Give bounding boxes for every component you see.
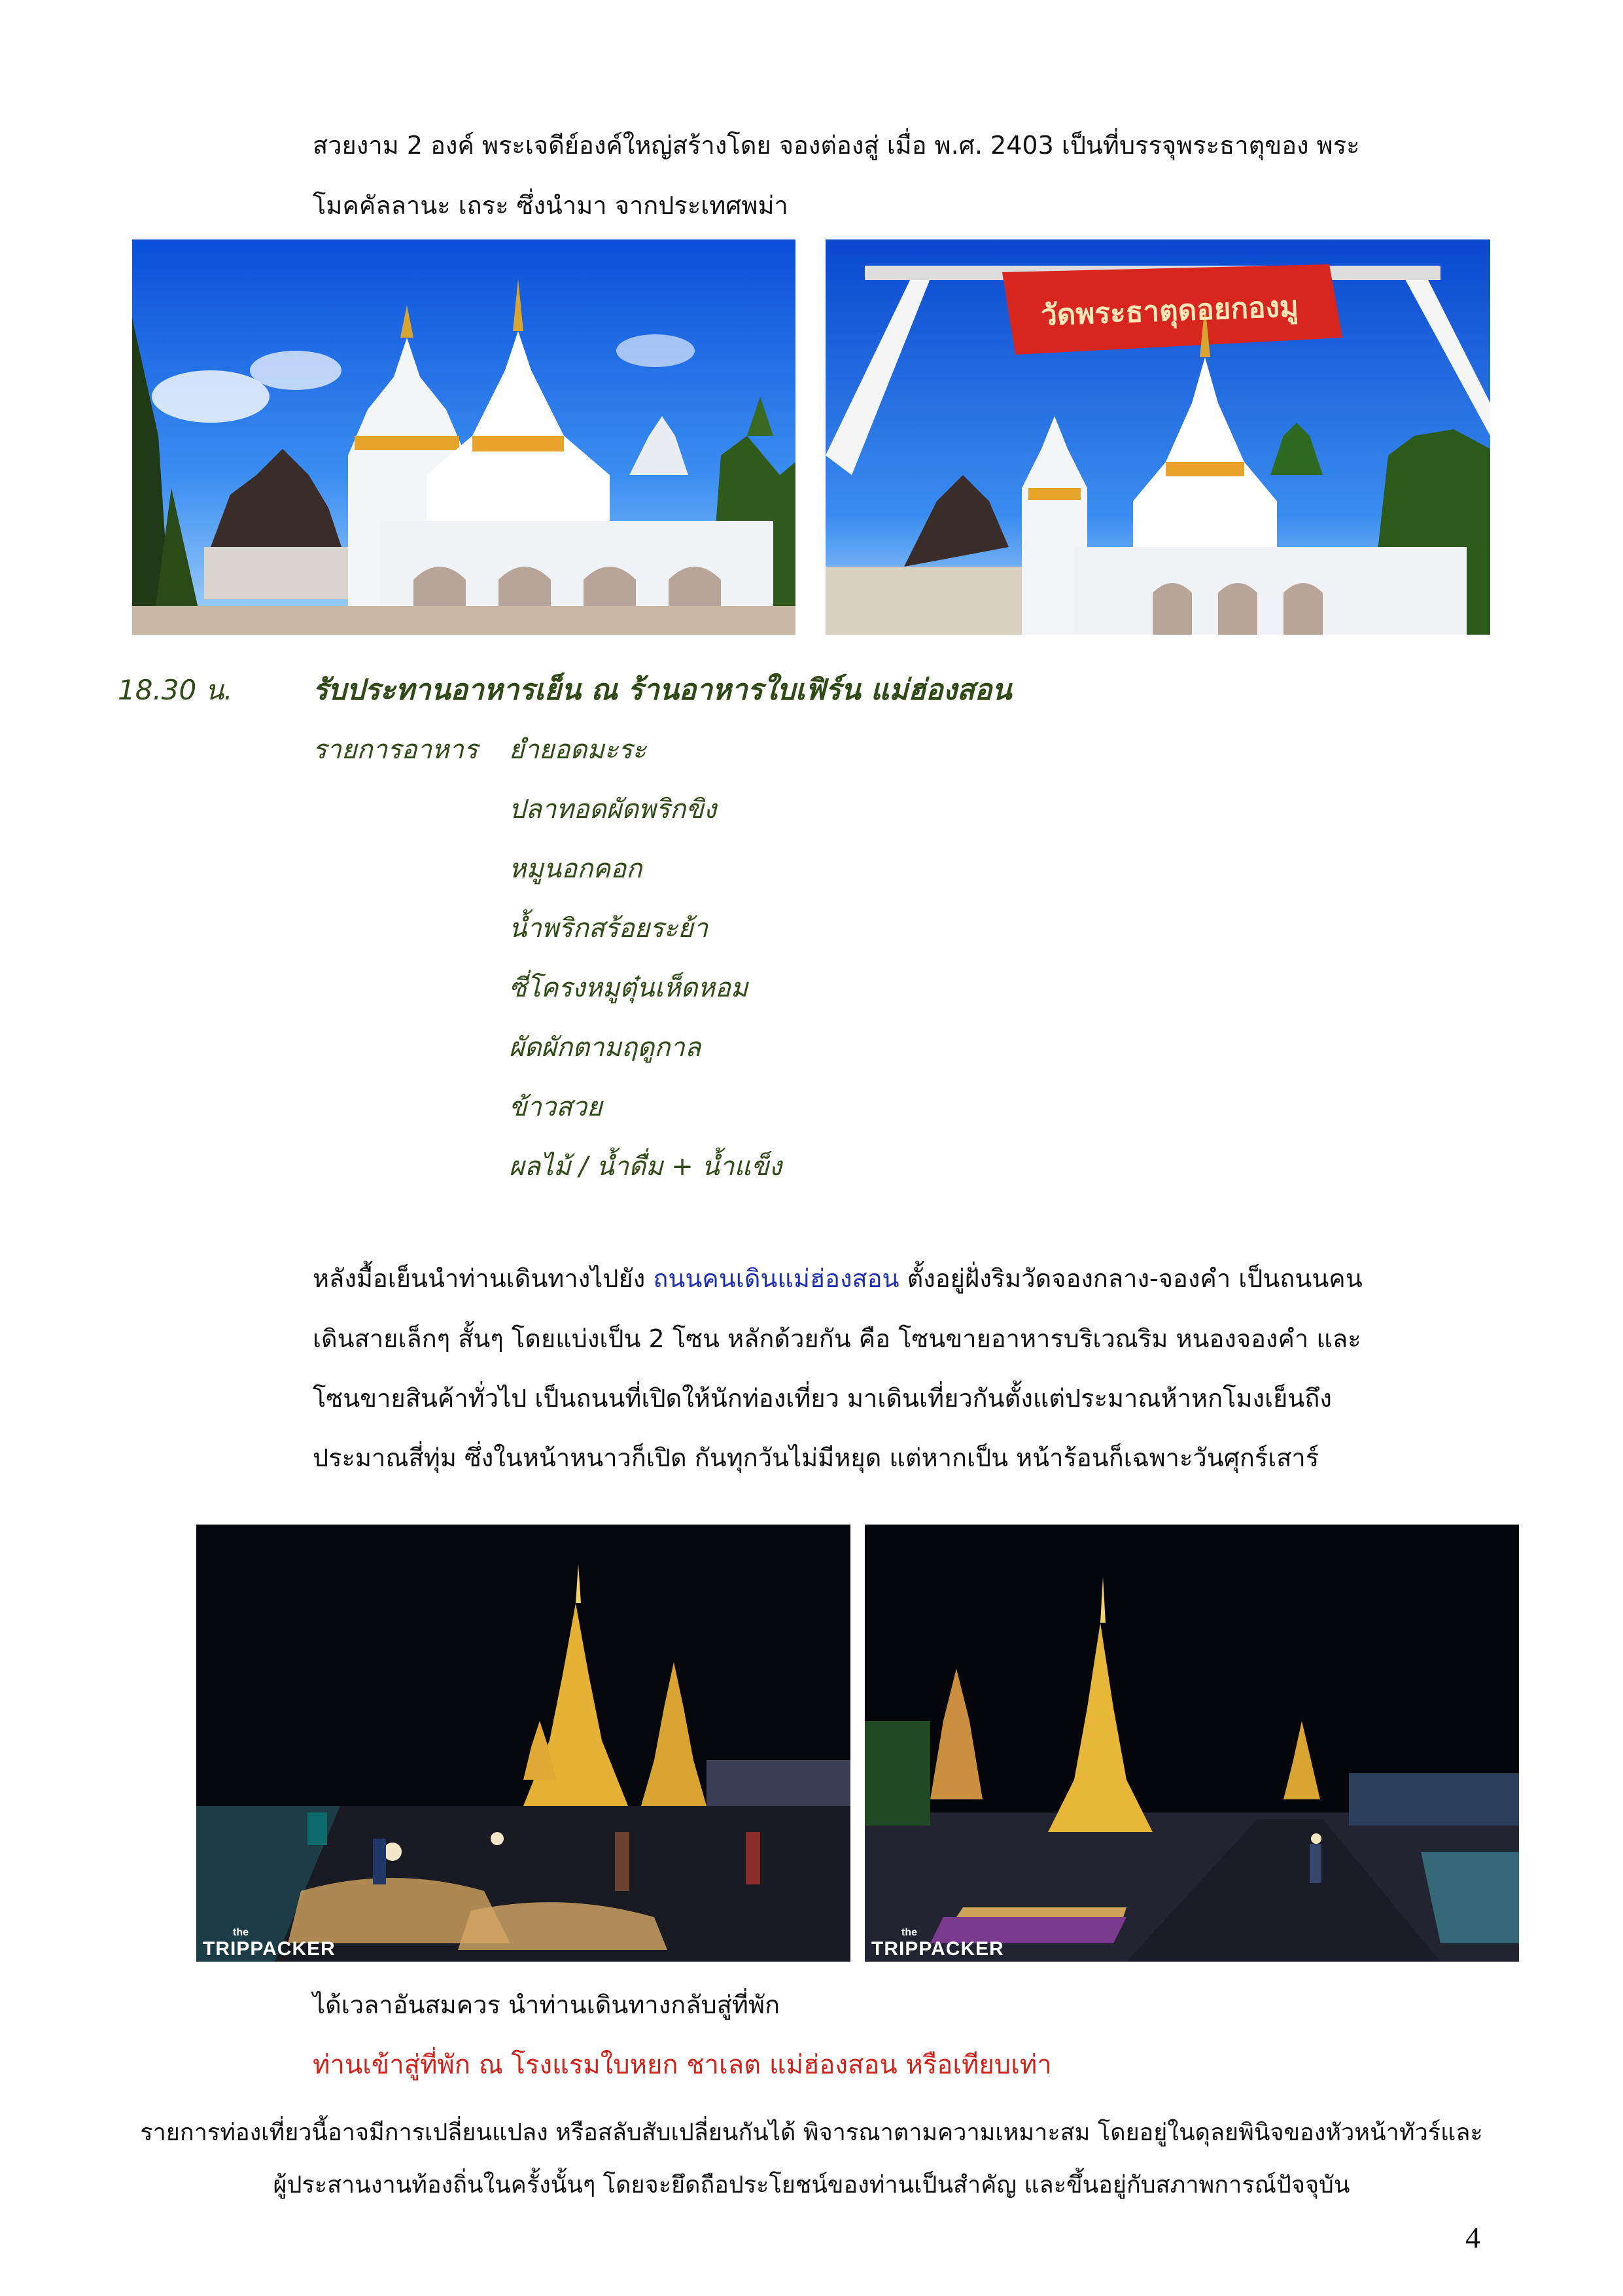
menu-item: ยำยอดมะระ: [509, 735, 647, 765]
watermark-the: the: [901, 1927, 917, 1938]
menu-item: ผลไม้ / น้ำดื่ม + น้ำแข็ง: [509, 1152, 782, 1182]
menu-list: [509, 720, 782, 1197]
dinner-title: รับประทานอาหารเย็น ณ ร้านอาหารใบเฟิร์น แม่ฮ่องสอน: [313, 673, 1012, 707]
menu-item: ปลาทอดผัดพริกขิง: [509, 794, 717, 824]
watermark-brand: TRIPPACKER: [203, 1938, 336, 1960]
intro-line-2: โมคคัลลานะ เถระ ซึ่งนำมา จากประเทศพม่า: [313, 191, 788, 220]
menu-item: ซี่โครงหมูตุ๋นเห็ดหอม: [509, 973, 748, 1003]
hotel-line: ท่านเข้าสู่ที่พัก ณ โรงแรมใบหยก ชาเลต แม่ฮ่องสอน หรือเทียบเท่า: [313, 2050, 1052, 2080]
photo-wat-doi-kong-mu-right: [826, 239, 1490, 635]
watermark-trippacker-left: [203, 1928, 336, 1960]
footer-line-1: รายการท่องเที่ยวนี้อาจมีการเปลี่ยนแปลง หรือสลับสับเปลี่ยนกันได้ พิจารณาตามความเหมาะสม โดยอยู่ในดุลยพินิจของหัวหน้าทัวร์และ: [140, 2119, 1483, 2146]
menu-item: น้ำพริกสร้อยระย้า: [509, 913, 708, 944]
menu-item: ข้าวสวย: [509, 1092, 602, 1122]
menu-label: รายการอาหาร: [313, 735, 478, 765]
dinner-time: 18.30 น.: [118, 674, 233, 706]
photo-wat-doi-kong-mu-left: [132, 239, 795, 635]
evening-line-1-rest: ตั้งอยู่ฝั่งริมวัดจองกลาง-จองคำ เป็นถนนคน: [907, 1264, 1363, 1293]
intro-line-1: สวยงาม 2 องค์ พระเจดีย์องค์ใหญ่สร้างโดย จองต่องสู่ เมื่อ พ.ศ. 2403 เป็นที่บรรจุพระธาตุของ พระ: [313, 131, 1360, 160]
watermark-the: the: [233, 1927, 249, 1938]
walking-street-link[interactable]: ถนนคนเดินแม่ฮ่องสอน: [653, 1264, 899, 1293]
return-line: ได้เวลาอันสมควร นำท่านเดินทางกลับสู่ที่พัก: [313, 1990, 780, 2019]
photo-night-market-left: [196, 1525, 850, 1962]
temple-sign-text: วัดพระธาตุดอยกองมู: [1040, 290, 1299, 332]
evening-line-2: เดินสายเล็กๆ สั้นๆ โดยแบ่งเป็น 2 โซน หลักด้วยกัน คือ โซนขายอาหารบริเวณริม หนองจองคำ และ: [313, 1324, 1361, 1353]
evening-line-3: โซนขายสินค้าทั่วไป เป็นถนนที่เปิดให้นักท่องเที่ยว มาเดินเที่ยวกันตั้งแต่ประมาณห้าหกโมงเย็นถึง: [313, 1384, 1332, 1413]
photo-night-market-right: [865, 1525, 1519, 1962]
page-number: 4: [1465, 2221, 1480, 2254]
evening-line-1: [313, 1248, 1363, 1309]
watermark-brand: TRIPPACKER: [871, 1938, 1004, 1960]
evening-line-4: ประมาณสี่ทุ่ม ซึ่งในหน้าหนาวก็เปิด กันทุกวันไม่มีหยุด แต่หากเป็น หน้าร้อนก็เฉพาะวันศุกร์เสาร์: [313, 1443, 1319, 1472]
footer-line-2: ผู้ประสานงานท้องถิ่นในครั้งนั้นๆ โดยจะยึดถือประโยชน์ของท่านเป็นสำคัญ และขึ้นอยู่กับสภาพการณ์ปัจจุบัน: [273, 2172, 1350, 2199]
watermark-trippacker-right: [871, 1928, 1004, 1960]
menu-item: หมูนอกคอก: [509, 854, 642, 884]
evening-line-1-text: หลังมื้อเย็นนำท่านเดินทางไปยัง: [313, 1264, 646, 1293]
menu-item: ผัดผักตามฤดูกาล: [509, 1033, 701, 1063]
